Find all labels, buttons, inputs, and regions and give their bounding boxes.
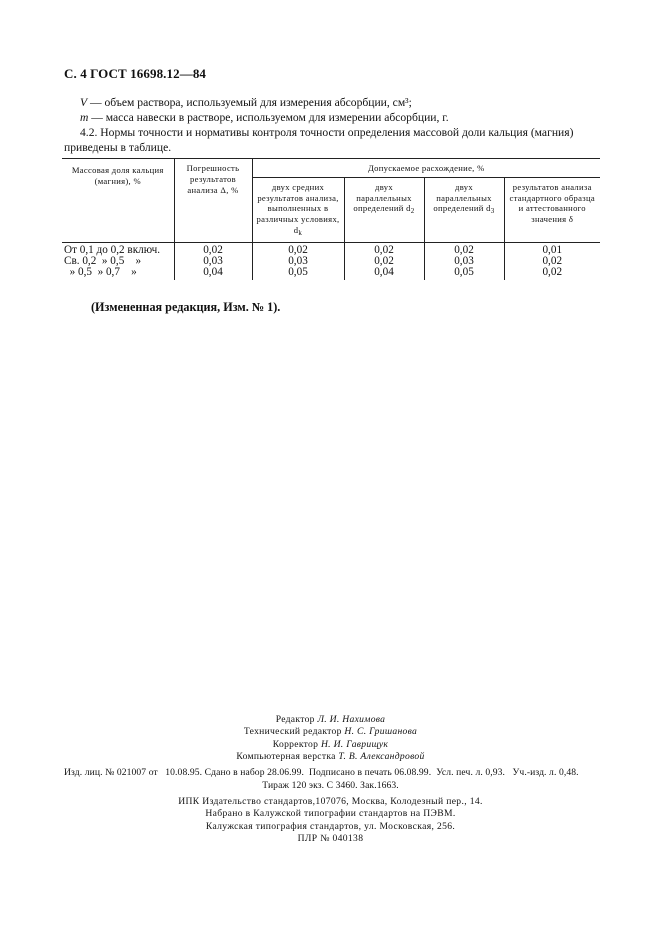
- col-header-d2-sub: 2: [410, 207, 415, 216]
- cell-dk: 0,03: [252, 256, 344, 267]
- credit-role: Технический редактор: [243, 726, 345, 738]
- printer-line: Набрано в Калужской типографии стандартов на ПЭВМ.: [205, 808, 456, 820]
- printer-line: ИПК Издательство стандартов,107076, Москва, Колодезный пер., 14.: [178, 796, 483, 807]
- credit-person: Л. И. Нахимова: [317, 714, 386, 725]
- printer-info: [0, 796, 661, 846]
- cell-delta-std: 0,02: [504, 267, 600, 280]
- credit-role: Компьютерная верстка: [236, 751, 339, 763]
- credits-block: [0, 714, 661, 764]
- cell-range: Св. 0,2 » 0,5 »: [64, 254, 142, 267]
- col-header-dk-text: двух средних результатов анализа, выполненных в различных условиях, d: [256, 181, 340, 235]
- credit-role: Корректор: [272, 738, 321, 750]
- printer-line: ПЛР № 040138: [297, 833, 364, 845]
- definition-text: — объем раствора, используемый для измерения абсорбции, см³;: [87, 96, 412, 109]
- credit-line: [0, 714, 661, 726]
- cell-d2: 0,04: [344, 267, 424, 280]
- definition-v: [64, 95, 604, 110]
- cell-d3: 0,02: [424, 242, 504, 256]
- col-header-delta-std: результатов анализа стандартного образца и аттестованного значения δ: [504, 177, 600, 242]
- credit-person: Н. С. Гришанова: [344, 726, 418, 738]
- page-header: С. 4 ГОСТ 16698.12—84: [64, 66, 207, 81]
- cell-d3: 0,03: [424, 256, 504, 267]
- cell-range: От 0,1 до 0,2 включ.: [64, 243, 161, 256]
- cell-d3: 0,05: [424, 267, 504, 280]
- credit-line: [0, 726, 661, 738]
- cell-delta-std: 0,01: [504, 242, 600, 256]
- cell-delta: 0,04: [174, 267, 252, 280]
- printer-line: Калужская типография стандартов, ул. Московская, 256.: [205, 820, 456, 832]
- col-header-d2-text: двух параллельных определений d: [353, 181, 412, 214]
- amendment-note: (Измененная редакция, Изм. № 1).: [91, 300, 281, 314]
- credit-role: Редактор: [275, 714, 318, 725]
- col-header-d3: [424, 177, 504, 242]
- cell-delta: 0,03: [174, 256, 252, 267]
- col-header-dk: [252, 177, 344, 242]
- cell-dk: 0,02: [252, 242, 344, 256]
- publishing-info-line1: Изд. лиц. № 021007 от 10.08.95. Сдано в набор 28.06.99. Подписано в печать 06.08.99. Усл. печ. л. 0,93. Уч.-изд. л. 0,48.: [64, 767, 579, 778]
- col-header-d3-text: двух параллельных определений d: [433, 181, 492, 214]
- col-header-d2: [344, 177, 424, 242]
- definition-text: — масса навески в растворе, используемом для измерении абсорбции, г.: [88, 111, 449, 124]
- definition-term: m: [80, 111, 89, 124]
- definition-m: [64, 110, 604, 125]
- col-header-mass-fraction: Массовая доля кальция (магния), %: [62, 159, 174, 243]
- cell-delta: 0,02: [174, 242, 252, 256]
- credit-person: Т. В. Александровой: [338, 751, 425, 763]
- cell-d2: 0,02: [344, 256, 424, 267]
- col-header-error: Погрешность результатов анализа Δ, %: [174, 159, 252, 243]
- section-intro: 4.2. Нормы точности и нормативы контроля точности определения массовой доли кальция (магния) приведены в таблице.: [64, 126, 574, 154]
- cell-range: » 0,5 » 0,7 »: [64, 265, 137, 278]
- credit-line: [0, 739, 661, 751]
- table-row: [62, 256, 600, 267]
- cell-delta-std: 0,02: [504, 256, 600, 267]
- col-header-d3-sub: 3: [490, 207, 495, 216]
- definitions-block: [64, 95, 604, 155]
- definition-term: V: [80, 96, 88, 109]
- table-row: [62, 242, 600, 256]
- cell-dk: 0,05: [252, 267, 344, 280]
- col-header-dk-sub: k: [298, 228, 303, 237]
- precision-norms-table: [62, 158, 600, 280]
- credit-line: [0, 751, 661, 763]
- table-row: [62, 267, 600, 280]
- credit-person: Н. И. Гаврищук: [320, 738, 389, 750]
- publishing-info-line2: Тираж 120 экз. С 3460. Зак.1663.: [262, 780, 399, 791]
- cell-d2: 0,02: [344, 242, 424, 256]
- group-header-allowed-discrepancy: Допускаемое расхождение, %: [252, 159, 600, 178]
